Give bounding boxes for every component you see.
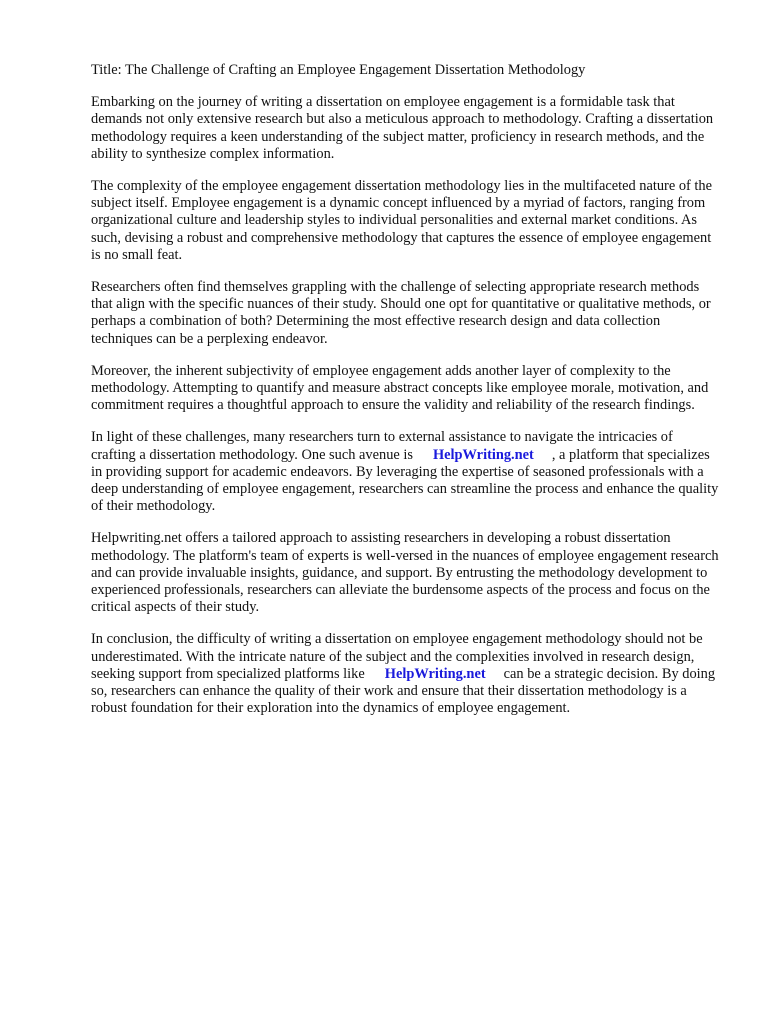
helpwriting-link-1[interactable]: HelpWriting.net bbox=[432, 446, 534, 463]
paragraph-6: Helpwriting.net offers a tailored approach to assisting researchers in developing a robust dissertation methodology. The platform's team of experts is well-versed in the nuances of employee engagement research and can provide invaluable insights, guidance, and support. By entrusting the methodology development to experienced professionals, researchers can alleviate the burdensome aspects of the process and focus on the critical aspects of their study. bbox=[91, 530, 719, 616]
helpwriting-link-2[interactable]: HelpWriting.net bbox=[384, 665, 486, 682]
document-title: Title: The Challenge of Crafting an Employee Engagement Dissertation Methodology bbox=[91, 62, 586, 78]
paragraph-1: Embarking on the journey of writing a dissertation on employee engagement is a formidable task that demands not only extensive research but also a meticulous approach to methodology. Crafting a dissertation methodology requires a keen understanding of the subject matter, proficiency in research methods, and the ability to synthesize complex information. bbox=[91, 94, 714, 162]
paragraph-5-text-before: In light of these challenges, many researchers turn to external assistance to navigate the intricacies of crafting a dissertation methodology. One such avenue is bbox=[91, 429, 673, 463]
paragraph-5 bbox=[91, 429, 721, 515]
document-body bbox=[91, 62, 721, 733]
paragraph-7-text-before: In conclusion, the difficulty of writing a dissertation on employee engagement methodology should not be underestimated. With the intricate nature of the subject and the complexities involved in research design, seeking support from specialized platforms like bbox=[91, 631, 703, 682]
paragraph-7-text-after: can be a strategic decision. By doing so, researchers can enhance the quality of their work and ensure that their dissertation methodology is a robust foundation for their exploration into the dynamics of employee engagement. bbox=[91, 665, 716, 717]
paragraph-3: Researchers often find themselves grappling with the challenge of selecting appropriate research methods that align with the specific nuances of their study. Should one opt for quantitative or qualitative methods, or perhaps a combination of both? Determining the most effective research design and data collection techniques can be a perplexing endeavor. bbox=[91, 279, 711, 347]
paragraph-7 bbox=[91, 631, 721, 717]
paragraph-2: The complexity of the employee engagement dissertation methodology lies in the multifaceted nature of the subject itself. Employee engagement is a dynamic concept influenced by a myriad of factors, ranging from organizational culture and leadership styles to individual personalities and external market conditions. As such, devising a robust and comprehensive methodology that captures the essence of employee engagement is no small feat. bbox=[91, 178, 713, 263]
paragraph-5-text-after: , a platform that specializes in providing support for academic endeavors. By leveraging the expertise of seasoned professionals with a deep understanding of employee engagement, researchers can streamline the process and enhance the quality of their methodology. bbox=[91, 446, 719, 515]
paragraph-4: Moreover, the inherent subjectivity of employee engagement adds another layer of complexity to the methodology. Attempting to quantify and measure abstract concepts like employee morale, motivation, and commitment requires a thoughtful approach to ensure the validity and reliability of the research findings. bbox=[91, 362, 709, 414]
